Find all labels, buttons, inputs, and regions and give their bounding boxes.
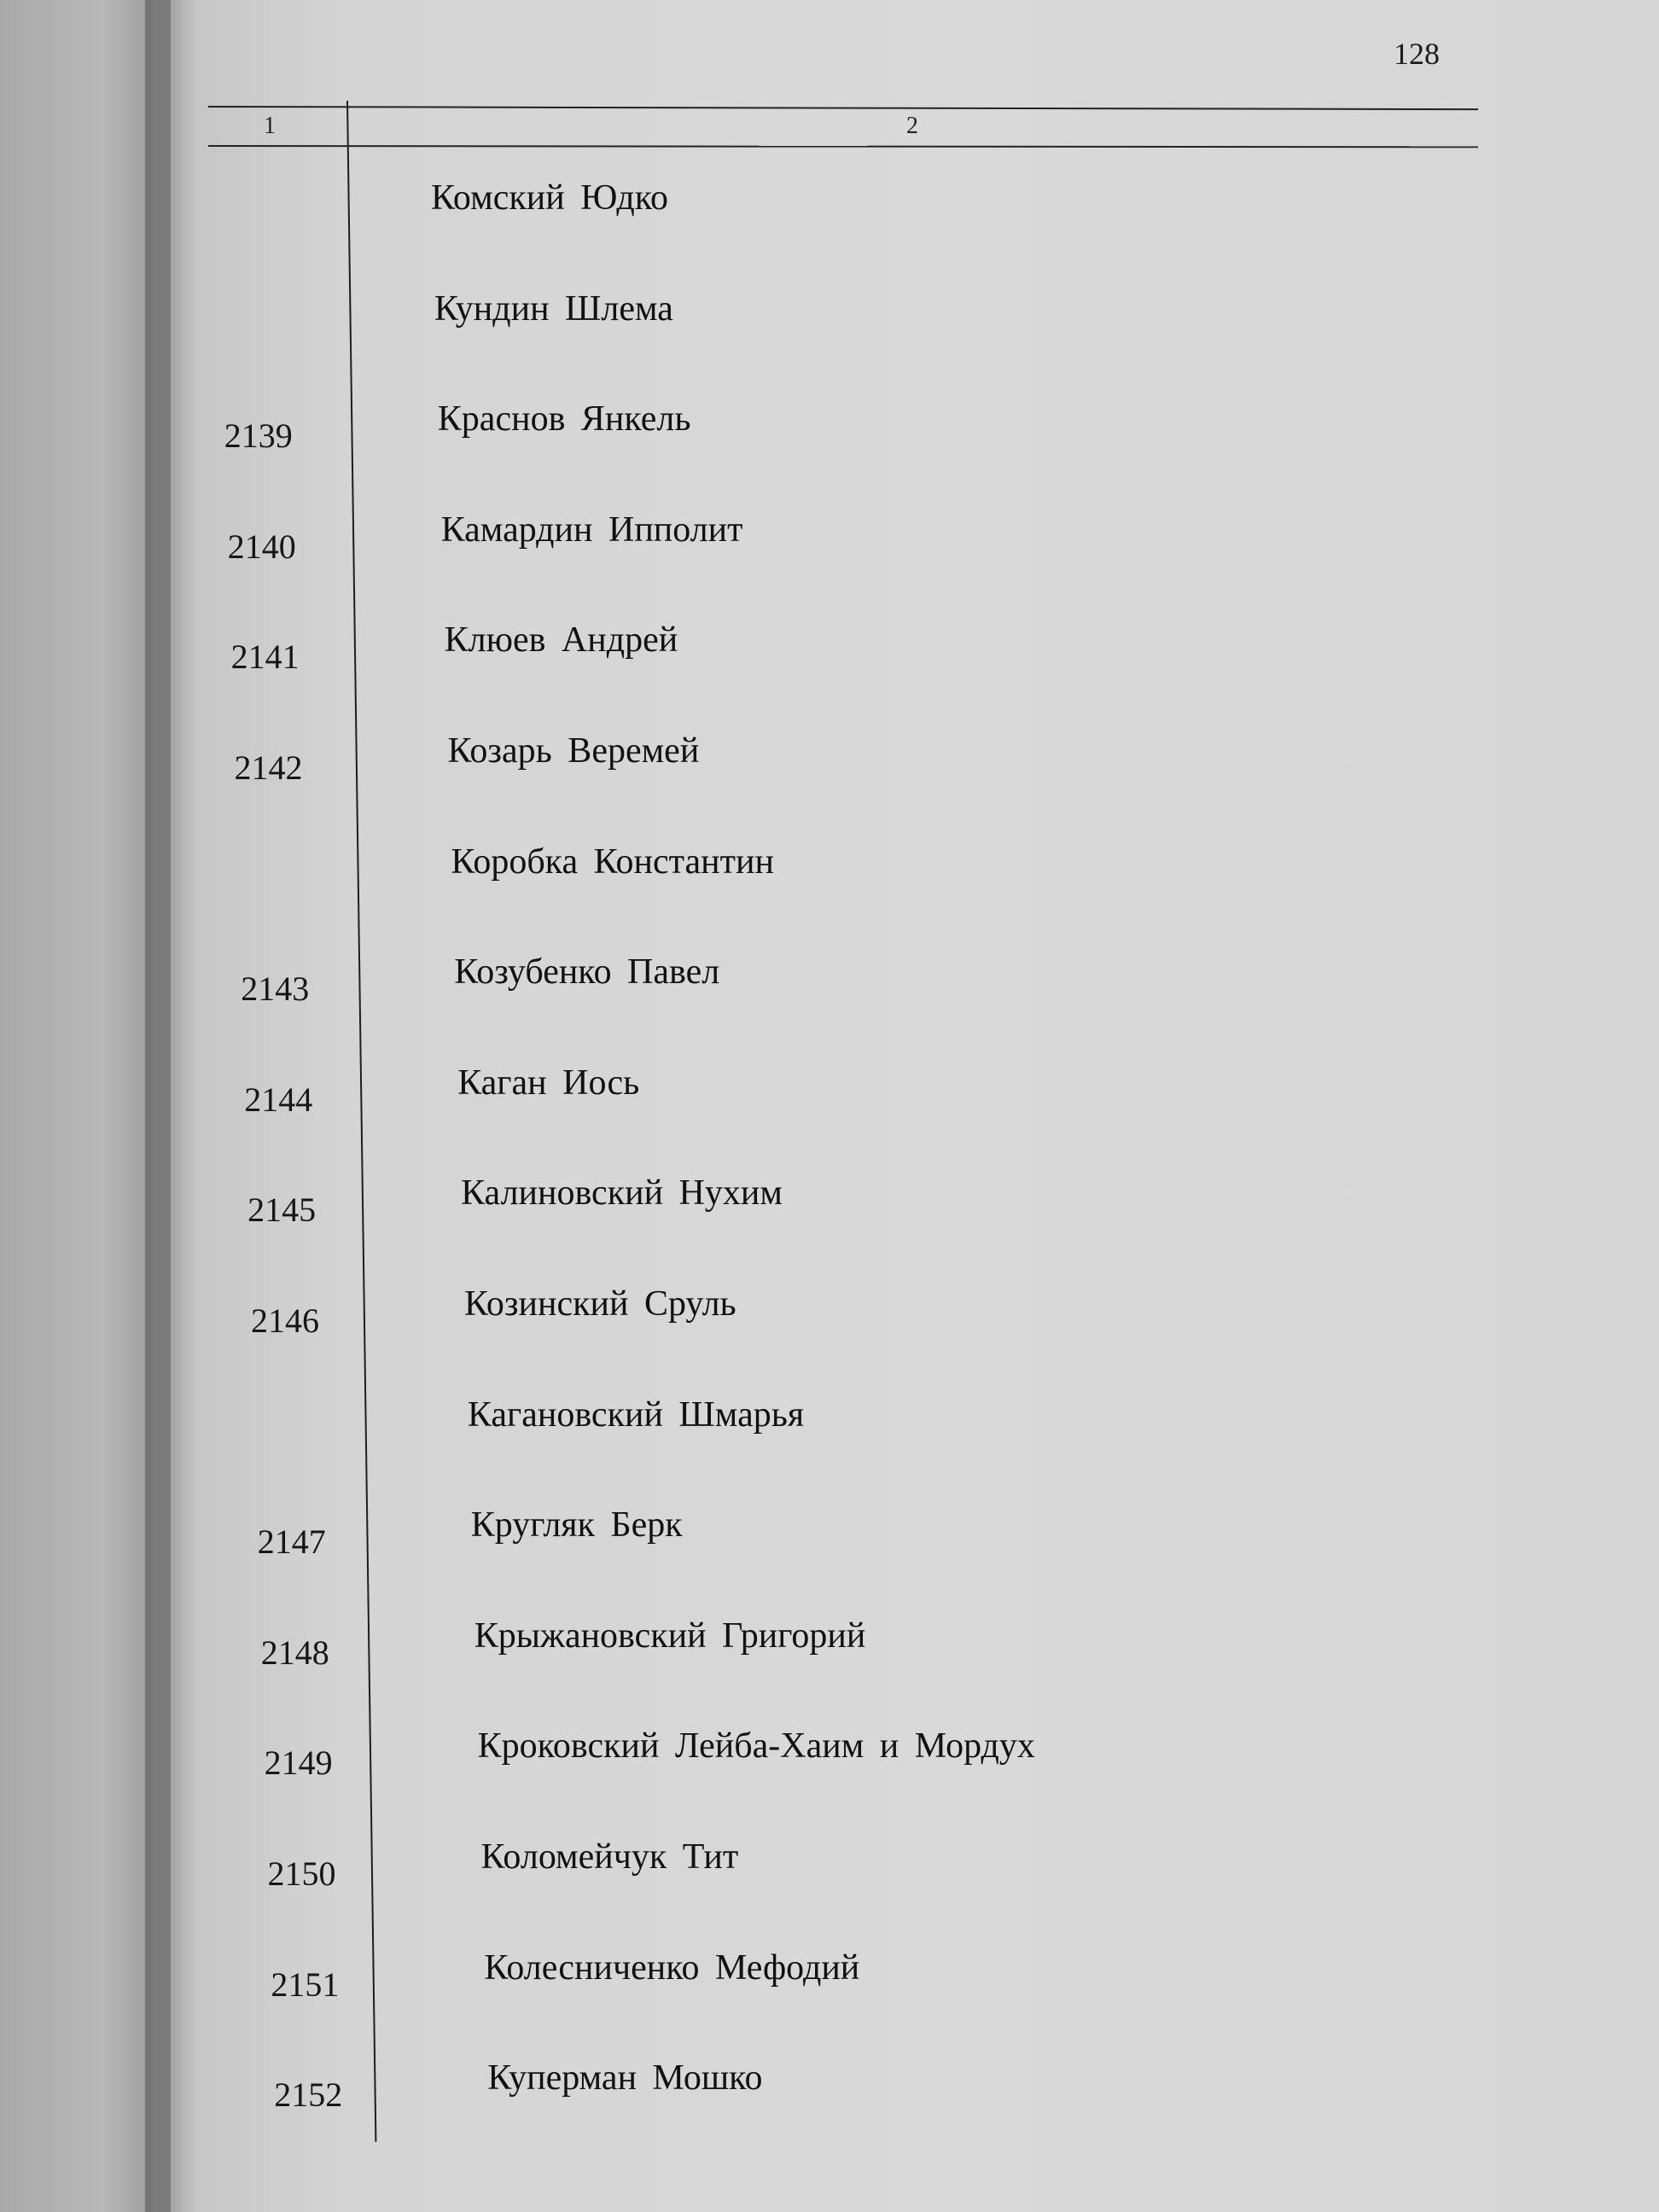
column-header-name: 2 — [906, 113, 918, 139]
row-number: 2149 — [264, 1743, 333, 1783]
row-number: 2141 — [230, 637, 300, 677]
row-number: 2151 — [271, 1965, 340, 2004]
page-number: 128 — [1394, 37, 1440, 71]
row-number: 2142 — [234, 748, 303, 787]
row-name: Комский Юдко — [431, 178, 668, 218]
row-name: Кругляк Берк — [470, 1505, 683, 1545]
book-gutter-shadow — [145, 0, 196, 2212]
row-name: Козубенко Павел — [454, 952, 720, 992]
row-name: Клюев Андрей — [444, 620, 678, 661]
column-header-number: 1 — [264, 113, 276, 139]
row-name: Краснов Янкель — [437, 399, 691, 439]
row-number: 2150 — [267, 1854, 336, 1893]
row-name: Козарь Веремей — [447, 731, 700, 771]
row-number: 2147 — [257, 1522, 326, 1562]
row-name: Калиновский Нухим — [461, 1173, 783, 1214]
row-name: Крыжановский Григорий — [474, 1615, 866, 1656]
row-name: Коробка Константин — [451, 841, 774, 882]
row-number: 2143 — [241, 969, 310, 1009]
row-name: Кундин Шлема — [434, 288, 673, 329]
row-number: 2144 — [244, 1080, 313, 1119]
row-number: 2152 — [274, 2075, 343, 2115]
row-number: 2148 — [260, 1633, 329, 1672]
row-number: 2139 — [224, 416, 293, 456]
row-number: 2145 — [247, 1190, 317, 1230]
row-name: Куперман Мошко — [487, 2058, 763, 2098]
row-name: Козинский Сруль — [464, 1284, 736, 1324]
document-page — [171, 0, 1659, 2212]
row-name: Коломейчук Тит — [480, 1837, 739, 1877]
row-name: Каган Иось — [457, 1062, 640, 1103]
row-name: Колесниченко Мефодий — [484, 1947, 860, 1988]
row-number: 2146 — [251, 1301, 319, 1340]
row-name: Камардин Ипполит — [440, 509, 743, 550]
row-number: 2140 — [227, 527, 296, 566]
row-name: Кроковский Лейба-Хаим и Мордух — [477, 1726, 1035, 1767]
row-name: Кагановский Шмарья — [467, 1394, 805, 1435]
